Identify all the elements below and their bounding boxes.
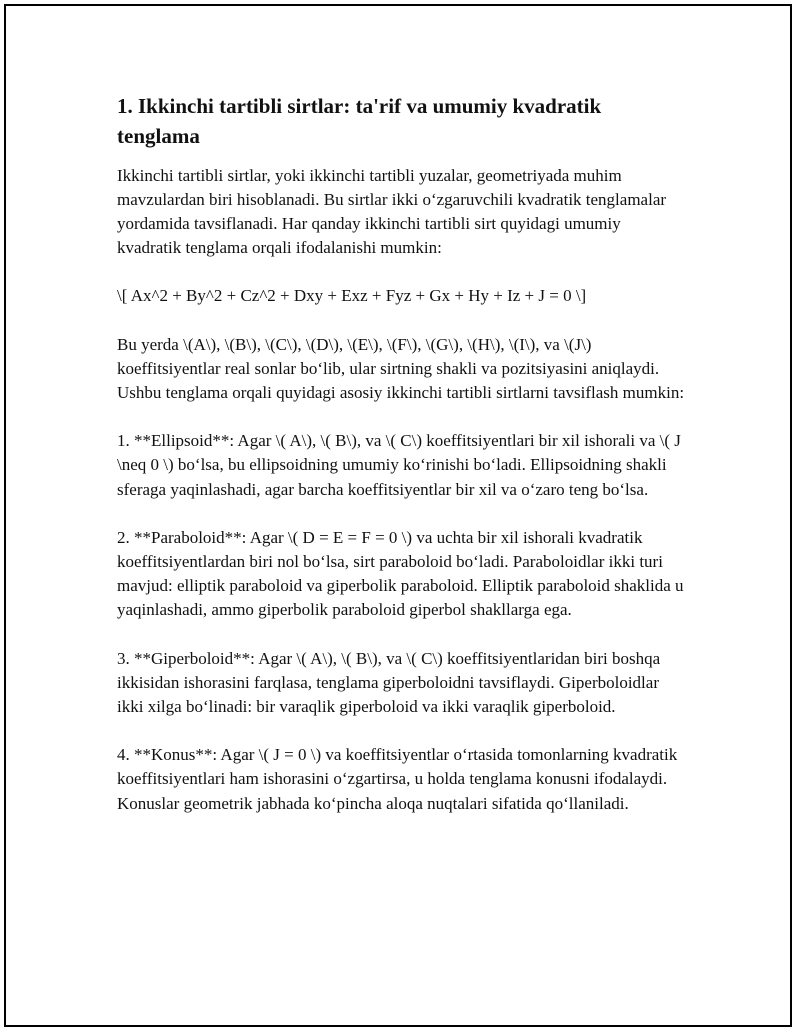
- list-item-hyperboloid: 3. **Giperboloid**: Agar \( A\), \( B\), va \( C\) koeffitsiyentlaridan biri boshqa ikkisidan ishorasini farqlasa, tenglama giperboloidni tavsiflaydi. Giperboloidlar ikki xilga bo‘linadi: bir varaqlik giperboloid va ikki varaqlik giperboloid.: [117, 648, 661, 717]
- list-item-cone: 4. **Konus**: Agar \( J = 0 \) va koeffitsiyentlar o‘rtasida tomonlarning kvadratik koeffitsiyentlari ham ishorasini o‘zgartirsa, u holda tenglama konusni ifodalaydi. Konuslar geometrik jabhada ko‘pincha aloqa nuqtalari sifatida qo‘llaniladi.: [117, 745, 678, 813]
- list-item-ellipsoid: 1. **Ellipsoid**: Agar \( A\), \( B\), va \( C\) koeffitsiyentlari bir xil ishorali va \( J \neq 0 \) bo‘lsa, bu ellipsoidning umumiy ko‘rinishi bo‘ladi. Ellipsoidning shakli sferaga yaqinlashadi, agar barcha koeffitsiyentlar bir xil va o‘zaro teng bo‘lsa.: [117, 431, 681, 499]
- section-heading: 1. Ikkinchi tartibli sirtlar: ta'rif va umumiy kvadratik tenglama: [117, 94, 602, 148]
- coefficients-paragraph: Bu yerda \(A\), \(B\), \(C\), \(D\), \(E\), \(F\), \(G\), \(H\), \(I\), va \(J\) koeffitsiyentlar real sonlar bo‘lib, ular sirtning shakli va pozitsiyasini aniqlaydi. Ushbu tenglama orqali quyidagi asosiy ikkinchi tartibli sirtlarni tavsiflash mumkin:: [117, 334, 685, 403]
- document-body: [117, 92, 687, 840]
- list-item-paraboloid: 2. **Paraboloid**: Agar \( D = E = F = 0 \) va uchta bir xil ishorali kvadratik koeffitsiyentlardan biri nol bo‘lsa, sirt paraboloid bo‘ladi. Paraboloidlar ikki turi mavjud: elliptik paraboloid va giperbolik paraboloid. Elliptik paraboloid shaklida u yaqinlashadi, ammo giperbolik paraboloid giperbol shakllarga ega.: [117, 527, 684, 620]
- general-equation: \[ Ax^2 + By^2 + Cz^2 + Dxy + Exz + Fyz + Gx + Hy + Iz + J = 0 \]: [117, 286, 587, 306]
- intro-paragraph: Ikkinchi tartibli sirtlar, yoki ikkinchi tartibli yuzalar, geometriyada muhim mavzulardan biri hisoblanadi. Bu sirtlar ikki o‘zgaruvchili kvadratik tenglamalar yordamida tavsiflanadi. Har qanday ikkinchi tartibli sirt quyidagi umumiy kvadratik tenglama orqali ifodalanishi mumkin:: [117, 165, 667, 258]
